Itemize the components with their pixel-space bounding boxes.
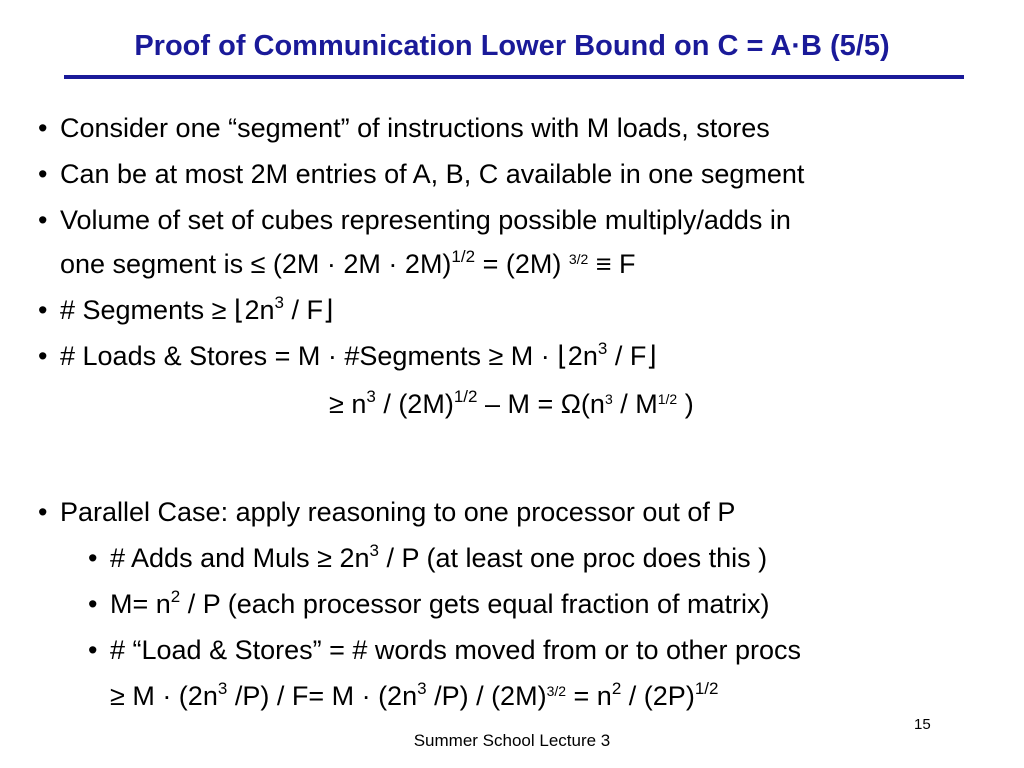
superscript: 3: [604, 391, 613, 407]
footer-text: Summer School Lecture 3: [413, 731, 611, 750]
superscript: 3: [366, 387, 376, 406]
bullet-glyph: •: [38, 159, 48, 189]
bullet-glyph: •: [38, 205, 48, 235]
bullet-glyph: •: [88, 635, 98, 665]
text-run: ≡ F: [588, 249, 636, 279]
superscript: 3: [417, 679, 427, 698]
bullet-text: Consider one “segment” of instructions with M loads, stores: [60, 113, 770, 143]
text-run: # Segments ≥ ⌊2n: [60, 295, 275, 325]
slide-title: Proof of Communication Lower Bound on C = A·B (5/5): [134, 30, 890, 62]
bullet-item: [38, 112, 770, 144]
text-run: ): [677, 389, 694, 419]
text-run: / (2P): [621, 681, 695, 711]
superscript: 3: [274, 293, 284, 312]
bullet-continuation: [60, 248, 636, 284]
bullet-text: Parallel Case: apply reasoning to one processor out of P: [60, 497, 736, 527]
sub-bullet-item: [88, 588, 770, 624]
bullet-text: Volume of set of cubes representing possible multiply/adds in: [60, 205, 791, 235]
text-run: = (2M): [475, 249, 569, 279]
superscript: 1/2: [451, 247, 476, 266]
sub-bullet-item: [88, 542, 767, 578]
sub-bullet-item: [88, 634, 801, 666]
text-run: /P) / F= M · (2n: [227, 681, 418, 711]
superscript: 2: [170, 587, 181, 606]
superscript: 1/2: [453, 387, 478, 406]
text-run: / P (each processor gets equal fraction of matrix): [180, 589, 770, 619]
superscript: 3: [369, 541, 379, 560]
bullet-item: [38, 204, 791, 236]
text-run: # Adds and Muls ≥ 2n: [110, 543, 370, 573]
text-run: / F⌋: [607, 341, 657, 371]
superscript: 1/2: [657, 391, 678, 407]
text-run: /P) / (2M): [426, 681, 547, 711]
equation-continuation: [110, 680, 718, 716]
bullet-glyph: •: [88, 543, 98, 573]
bullet-item: [38, 340, 657, 376]
superscript: 1/2: [694, 679, 719, 698]
superscript: 3: [597, 339, 608, 358]
text-run: / (2M): [375, 389, 454, 419]
text-run: M= n: [110, 589, 171, 619]
text-run: = n: [566, 681, 612, 711]
bullet-glyph: •: [38, 497, 48, 527]
superscript: 3/2: [546, 683, 567, 699]
text-run: # Loads & Stores = M · #Segments ≥ M · ⌊2n: [60, 341, 598, 371]
equation-continuation: [329, 388, 694, 424]
text-run: ≥ n: [329, 389, 367, 419]
bullet-text: Can be at most 2M entries of A, B, C available in one segment: [60, 159, 805, 189]
text-run: / P (at least one proc does this ): [378, 543, 768, 573]
bullet-glyph: •: [38, 341, 48, 371]
page-number: 15: [914, 716, 931, 733]
bullet-glyph: •: [88, 589, 98, 619]
text-run: – M = Ω(n: [477, 389, 605, 419]
superscript: 3: [217, 679, 228, 698]
title-underline: [64, 75, 964, 79]
text-run: one segment is ≤ (2M · 2M · 2M): [60, 249, 452, 279]
bullet-item: [38, 496, 735, 528]
bullet-item: [38, 158, 804, 190]
bullet-text: # “Load & Stores” = # words moved from or to other procs: [110, 635, 802, 665]
superscript: 2: [611, 679, 622, 698]
text-run: ≥ M · (2n: [110, 681, 218, 711]
superscript: 3/2: [568, 251, 589, 267]
bullet-glyph: •: [38, 113, 48, 143]
bullet-glyph: •: [38, 295, 48, 325]
text-run: / F⌋: [283, 295, 334, 325]
bullet-item: [38, 294, 333, 330]
text-run: / M: [612, 389, 658, 419]
